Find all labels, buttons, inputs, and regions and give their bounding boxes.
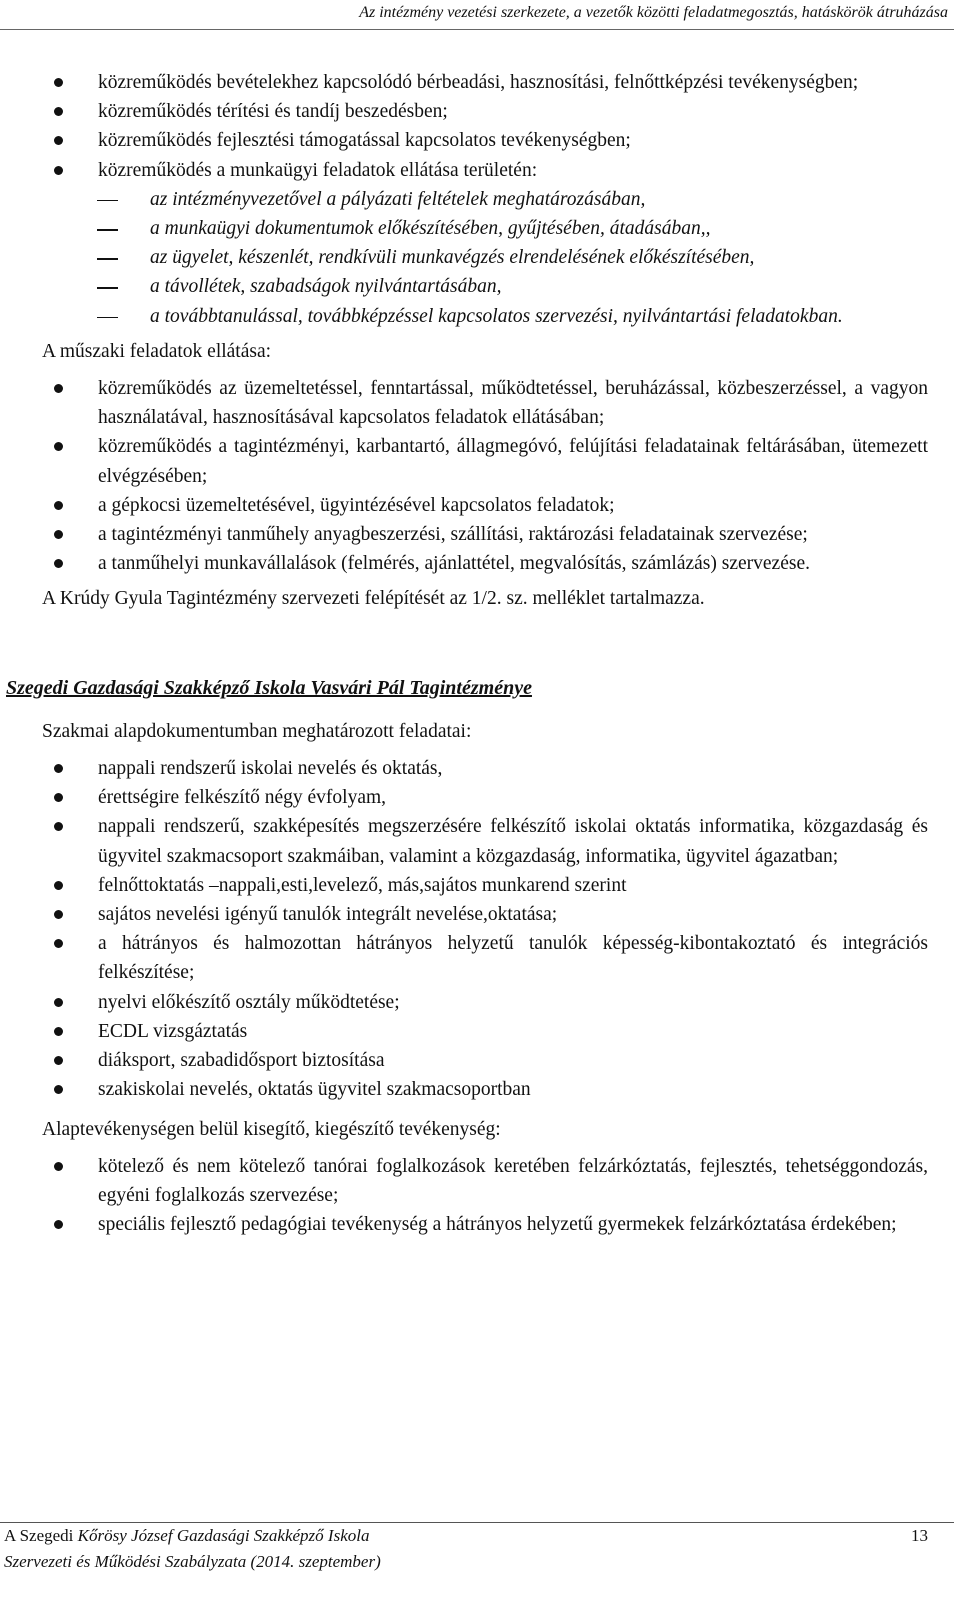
task-list: [42, 68, 928, 185]
list-item: az ügyelet, készenlét, rendkívüli munkavégzés elrendelésének előkészítésében,: [42, 243, 928, 272]
bullet-icon: [54, 501, 63, 510]
technical-intro: A műszaki feladatok ellátása:: [42, 340, 272, 362]
bullet-icon: [54, 78, 63, 87]
bullet-icon: [54, 107, 63, 116]
aux-tasks-intro: Alaptevékenységen belül kisegítő, kiegészítő tevékenység:: [42, 1118, 501, 1140]
list-item: a tagintézményi tanműhely anyagbeszerzési, szállítási, raktározási feladatainak szervezése;: [42, 520, 928, 549]
core-task-list: [42, 754, 928, 1104]
footer-line-1: [4, 1523, 954, 1549]
technical-task-list: [42, 374, 928, 578]
bullet-icon: [54, 136, 63, 145]
bullet-icon: [54, 1162, 63, 1171]
dash-icon: [97, 258, 118, 260]
list-item: kötelező és nem kötelező tanórai foglalkozások keretében felzárkóztatás, fejlesztés, tehetséggondozás, egyéni foglalkozás szervezése;: [42, 1152, 928, 1210]
list-item: szakiskolai nevelés, oktatás ügyvitel szakmacsoportban: [42, 1075, 928, 1104]
bullet-icon: [54, 1220, 63, 1229]
list-item: ECDL vizsgáztatás: [42, 1017, 928, 1046]
dash-icon: [97, 317, 118, 319]
list-item: a gépkocsi üzemeltetésével, ügyintézésével kapcsolatos feladatok;: [42, 491, 928, 520]
bullet-icon: [54, 939, 63, 948]
list-item: nappali rendszerű iskolai nevelés és oktatás,: [42, 754, 928, 783]
bullet-icon: [54, 881, 63, 890]
dash-icon: [97, 229, 118, 231]
list-item: sajátos nevelési igényű tanulók integrált nevelése,oktatása;: [42, 900, 928, 929]
list-item: az intézményvezetővel a pályázati feltételek meghatározásában,: [42, 185, 928, 214]
list-item: nyelvi előkészítő osztály működtetése;: [42, 988, 928, 1017]
bullet-icon: [54, 559, 63, 568]
list-item: közreműködés az üzemeltetéssel, fenntartással, működtetéssel, beruházással, közbeszerzéssel, a vagyon használatával, hasznosításával kapcsolatos feladatok ellátásában;: [42, 374, 928, 432]
bullet-icon: [54, 442, 63, 451]
page-header: [0, 0, 954, 30]
bullet-icon: [54, 998, 63, 1007]
bullet-icon: [54, 166, 63, 175]
bullet-icon: [54, 764, 63, 773]
list-item: közreműködés a munkaügyi feladatok ellátása területén:: [42, 156, 928, 185]
bullet-icon: [54, 822, 63, 831]
list-item: a továbbtanulással, továbbképzéssel kapcsolatos szervezési, nyilvántartási feladatokban.: [42, 302, 928, 331]
list-item: nappali rendszerű, szakképesítés megszerzésére felkészítő iskolai oktatás informatika, közgazdaság és ügyvitel szakmacsoport szakmáiban, valamint a közgazdaság, informatika, ügyvitel ágazatban;: [42, 812, 928, 870]
list-item: speciális fejlesztő pedagógiai tevékenység a hátrányos helyzetű gyermekek felzárkóztatása érdekében;: [42, 1210, 928, 1239]
page-footer: [0, 1522, 954, 1575]
dash-icon: [97, 287, 118, 289]
bullet-icon: [54, 1085, 63, 1094]
dash-icon: [97, 200, 118, 202]
list-item: közreműködés a tagintézményi, karbantartó, állagmegóvó, felújítási feladatainak feltárásában, ütemezett elvégzésében;: [42, 432, 928, 490]
list-item: a tanműhelyi munkavállalások (felmérés, ajánlattétel, megvalósítás, számlázás) szervezése.: [42, 549, 928, 578]
bullet-icon: [54, 1056, 63, 1065]
list-item: közreműködés bevételekhez kapcsolódó bérbeadási, hasznosítási, felnőttképzési tevékenységben;: [42, 68, 928, 97]
list-item: felnőttoktatás –nappali,esti,levelező, más,sajátos munkarend szerint: [42, 871, 928, 900]
core-tasks-intro: Szakmai alapdokumentumban meghatározott feladatai:: [42, 720, 472, 742]
list-item: közreműködés fejlesztési támogatással kapcsolatos tevékenységben;: [42, 126, 928, 155]
bullet-icon: [54, 384, 63, 393]
bullet-icon: [54, 1027, 63, 1036]
bullet-icon: [54, 793, 63, 802]
list-item: a távollétek, szabadságok nyilvántartásában,: [42, 272, 928, 301]
list-item: diáksport, szabadidősport biztosítása: [42, 1046, 928, 1075]
list-item: közreműködés térítési és tandíj beszedésben;: [42, 97, 928, 126]
bullet-icon: [54, 530, 63, 539]
list-item: a hátrányos és halmozottan hátrányos helyzetű tanulók képesség-kibontakoztató és integrációs felkészítése;: [42, 929, 928, 987]
footer-school-name: A Szegedi Kőrösy József Gazdasági Szakképző Iskola: [4, 1526, 370, 1545]
section-title: Szegedi Gazdasági Szakképző Iskola Vasvári Pál Tagintézménye: [6, 676, 532, 699]
aux-task-list: [42, 1152, 928, 1240]
annex-note: A Krúdy Gyula Tagintézmény szervezeti felépítését az 1/2. sz. melléklet tartalmazza.: [42, 588, 705, 610]
hr-subtask-list: [42, 185, 928, 331]
bullet-icon: [54, 910, 63, 919]
page-number: 13: [911, 1526, 928, 1545]
list-item: a munkaügyi dokumentumok előkészítésében, gyűjtésében, átadásában,,: [42, 214, 928, 243]
footer-document-name: Szervezeti és Működési Szabályzata (2014. szeptember): [4, 1552, 381, 1571]
document-body: [6, 68, 928, 1239]
list-item: érettségire felkészítő négy évfolyam,: [42, 783, 928, 812]
header-title: Az intézmény vezetési szerkezete, a vezetők közötti feladatmegosztás, hatáskörök átruházása: [359, 4, 948, 21]
